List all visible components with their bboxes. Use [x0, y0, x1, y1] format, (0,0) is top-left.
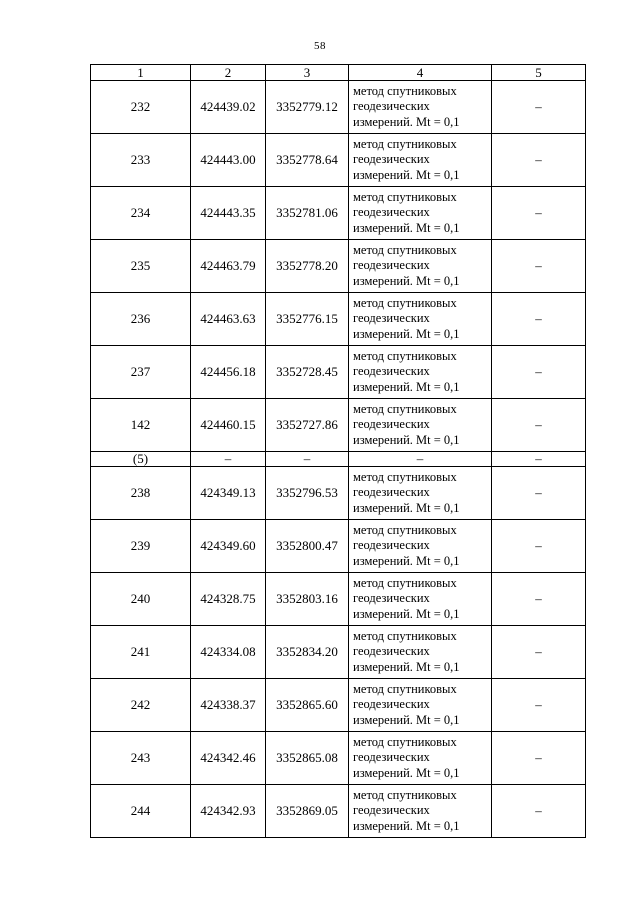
- method-cell: метод спутниковых геодезических измерений. Mt = 0,1: [349, 81, 492, 134]
- column-header-5: 5: [492, 65, 586, 81]
- note-cell: –: [492, 679, 586, 732]
- method-cell: метод спутниковых геодезических измерений. Mt = 0,1: [349, 732, 492, 785]
- point-number-cell: 241: [91, 626, 191, 679]
- table-row: [91, 467, 586, 520]
- x-coordinate-cell: 424463.63: [191, 293, 266, 346]
- table-row: [91, 134, 586, 187]
- point-number-cell: 242: [91, 679, 191, 732]
- y-coordinate-cell: 3352803.16: [266, 573, 349, 626]
- note-cell: –: [492, 187, 586, 240]
- note-cell: –: [492, 573, 586, 626]
- point-number-cell: 240: [91, 573, 191, 626]
- note-cell: –: [492, 293, 586, 346]
- y-coordinate-cell: 3352778.64: [266, 134, 349, 187]
- note-cell: –: [492, 452, 586, 467]
- point-number-cell: 142: [91, 399, 191, 452]
- note-cell: –: [492, 467, 586, 520]
- note-cell: –: [492, 399, 586, 452]
- point-number-cell: 233: [91, 134, 191, 187]
- method-cell: метод спутниковых геодезических измерений. Mt = 0,1: [349, 187, 492, 240]
- method-cell: метод спутниковых геодезических измерений. Mt = 0,1: [349, 573, 492, 626]
- note-cell: –: [492, 732, 586, 785]
- column-header-2: 2: [191, 65, 266, 81]
- y-coordinate-cell: 3352778.20: [266, 240, 349, 293]
- column-header-4: 4: [349, 65, 492, 81]
- section-row: [91, 452, 586, 467]
- note-cell: –: [492, 785, 586, 838]
- method-cell: метод спутниковых геодезических измерений. Mt = 0,1: [349, 520, 492, 573]
- method-cell: метод спутниковых геодезических измерений. Mt = 0,1: [349, 346, 492, 399]
- x-coordinate-cell: 424342.46: [191, 732, 266, 785]
- point-number-cell: 238: [91, 467, 191, 520]
- point-number-cell: 244: [91, 785, 191, 838]
- table-row: [91, 187, 586, 240]
- note-cell: –: [492, 134, 586, 187]
- point-number-cell: 243: [91, 732, 191, 785]
- point-number-cell: 232: [91, 81, 191, 134]
- method-cell: метод спутниковых геодезических измерений. Mt = 0,1: [349, 626, 492, 679]
- note-cell: –: [492, 520, 586, 573]
- y-coordinate-cell: 3352800.47: [266, 520, 349, 573]
- table-row: [91, 346, 586, 399]
- y-coordinate-cell: 3352869.05: [266, 785, 349, 838]
- y-coordinate-cell: 3352728.45: [266, 346, 349, 399]
- note-cell: –: [492, 240, 586, 293]
- x-coordinate-cell: 424456.18: [191, 346, 266, 399]
- x-coordinate-cell: 424328.75: [191, 573, 266, 626]
- method-cell: метод спутниковых геодезических измерений. Mt = 0,1: [349, 679, 492, 732]
- y-coordinate-cell: 3352727.86: [266, 399, 349, 452]
- table-row: [91, 573, 586, 626]
- x-coordinate-cell: 424349.13: [191, 467, 266, 520]
- table-row: [91, 520, 586, 573]
- x-coordinate-cell: 424443.35: [191, 187, 266, 240]
- method-cell: метод спутниковых геодезических измерений. Mt = 0,1: [349, 134, 492, 187]
- point-number-cell: 235: [91, 240, 191, 293]
- table-row: [91, 626, 586, 679]
- table-row: [91, 81, 586, 134]
- note-cell: –: [492, 81, 586, 134]
- table-row: [91, 679, 586, 732]
- method-cell: метод спутниковых геодезических измерений. Mt = 0,1: [349, 399, 492, 452]
- y-coordinate-cell: 3352776.15: [266, 293, 349, 346]
- y-coordinate-cell: 3352865.08: [266, 732, 349, 785]
- column-header-3: 3: [266, 65, 349, 81]
- method-cell: метод спутниковых геодезических измерений. Mt = 0,1: [349, 467, 492, 520]
- x-coordinate-cell: 424342.93: [191, 785, 266, 838]
- y-coordinate-cell: 3352781.06: [266, 187, 349, 240]
- note-cell: –: [492, 626, 586, 679]
- note-cell: –: [492, 346, 586, 399]
- method-cell: метод спутниковых геодезических измерений. Mt = 0,1: [349, 785, 492, 838]
- point-number-cell: 239: [91, 520, 191, 573]
- x-coordinate-cell: 424349.60: [191, 520, 266, 573]
- x-coordinate-cell: 424460.15: [191, 399, 266, 452]
- x-coordinate-cell: –: [191, 452, 266, 467]
- y-coordinate-cell: 3352834.20: [266, 626, 349, 679]
- table-body: [91, 81, 586, 838]
- page-number: 58: [314, 40, 326, 52]
- table-row: [91, 732, 586, 785]
- table-row: [91, 240, 586, 293]
- column-header-1: 1: [91, 65, 191, 81]
- coordinates-table: [90, 64, 586, 838]
- y-coordinate-cell: 3352865.60: [266, 679, 349, 732]
- x-coordinate-cell: 424338.37: [191, 679, 266, 732]
- method-cell: метод спутниковых геодезических измерений. Mt = 0,1: [349, 293, 492, 346]
- x-coordinate-cell: 424463.79: [191, 240, 266, 293]
- x-coordinate-cell: 424439.02: [191, 81, 266, 134]
- y-coordinate-cell: –: [266, 452, 349, 467]
- x-coordinate-cell: 424443.00: [191, 134, 266, 187]
- point-number-cell: 236: [91, 293, 191, 346]
- method-cell: метод спутниковых геодезических измерений. Mt = 0,1: [349, 240, 492, 293]
- point-number-cell: (5): [91, 452, 191, 467]
- y-coordinate-cell: 3352796.53: [266, 467, 349, 520]
- table-row: [91, 785, 586, 838]
- point-number-cell: 237: [91, 346, 191, 399]
- x-coordinate-cell: 424334.08: [191, 626, 266, 679]
- header-row: [91, 65, 586, 81]
- table-row: [91, 293, 586, 346]
- y-coordinate-cell: 3352779.12: [266, 81, 349, 134]
- method-cell: –: [349, 452, 492, 467]
- point-number-cell: 234: [91, 187, 191, 240]
- table-row: [91, 399, 586, 452]
